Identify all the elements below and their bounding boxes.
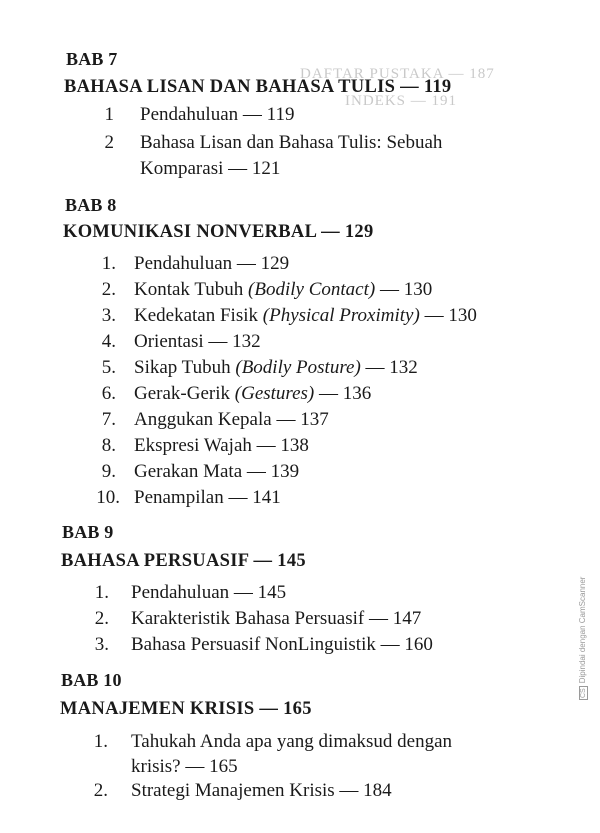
entry-text: Karakteristik Bahasa Persuasif — 147 <box>131 608 422 629</box>
entry-number: 1. <box>101 253 116 274</box>
entry-number: 1. <box>93 731 108 752</box>
chapter-title: MANAJEMEN KRISIS — 165 <box>60 699 312 719</box>
entry-text: Gerakan Mata — 139 <box>134 461 300 482</box>
entry-number: 10. <box>96 487 120 508</box>
bleed-through-text: DAFTAR PUSTAKA — 187 <box>300 66 495 82</box>
entry-text: Gerak-Gerik (Gestures) — 136 <box>134 383 372 404</box>
entry-number: 2. <box>93 780 108 801</box>
entry-text: Bahasa Lisan dan Bahasa Tulis: Sebuah <box>140 132 443 153</box>
entry-number: 2 <box>104 132 114 153</box>
entry-text: Kedekatan Fisik (Physical Proximity) — 130 <box>134 305 477 326</box>
entry-number: 7. <box>101 409 116 430</box>
entry-text: Pendahuluan — 119 <box>140 104 295 125</box>
entry-number: 3. <box>94 634 109 655</box>
entry-number: 5. <box>101 357 116 378</box>
entry-text: Penampilan — 141 <box>134 487 281 508</box>
chapter-label: BAB 9 <box>62 522 114 542</box>
chapter-title: KOMUNIKASI NONVERBAL — 129 <box>63 222 374 242</box>
entry-text: Ekspresi Wajah — 138 <box>134 435 309 456</box>
chapter-title: BAHASA LISAN DAN BAHASA TULIS — 119 <box>64 77 452 97</box>
entry-text: Pendahuluan — 145 <box>131 582 287 603</box>
entry-number: 2. <box>94 608 109 629</box>
entry-number: 8. <box>101 435 116 456</box>
entry-number: 4. <box>101 331 116 352</box>
entry-text: krisis? — 165 <box>131 756 238 777</box>
chapter-label: BAB 7 <box>66 49 118 69</box>
entry-text: Tahukah Anda apa yang dimaksud dengan <box>131 731 453 752</box>
entry-number: 2. <box>101 279 116 300</box>
entry-number: 1. <box>94 582 109 603</box>
entry-text: Anggukan Kepala — 137 <box>134 409 329 430</box>
chapter-label: BAB 10 <box>61 670 122 690</box>
camscanner-watermark <box>578 577 588 700</box>
entry-text: Pendahuluan — 129 <box>134 253 290 274</box>
entry-text: Kontak Tubuh (Bodily Contact) — 130 <box>134 279 433 300</box>
entry-text: Strategi Manajemen Krisis — 184 <box>131 780 392 801</box>
watermark-text: Dipindai dengan CamScanner <box>578 576 587 684</box>
entry-text: Sikap Tubuh (Bodily Posture) — 132 <box>134 357 418 378</box>
chapter-title: BAHASA PERSUASIF — 145 <box>61 551 306 571</box>
entry-text: Orientasi — 132 <box>134 331 261 352</box>
camscanner-icon: CS <box>580 688 587 698</box>
chapter-label: BAB 8 <box>65 195 117 215</box>
entry-text: Komparasi — 121 <box>140 158 281 179</box>
entry-text: Bahasa Persuasif NonLinguistik — 160 <box>131 634 433 655</box>
entry-number: 3. <box>101 305 116 326</box>
entry-number: 9. <box>101 461 116 482</box>
entry-number: 6. <box>101 383 116 404</box>
bleed-through-text: INDEKS — 191 <box>345 93 457 109</box>
entry-number: 1 <box>104 104 114 125</box>
